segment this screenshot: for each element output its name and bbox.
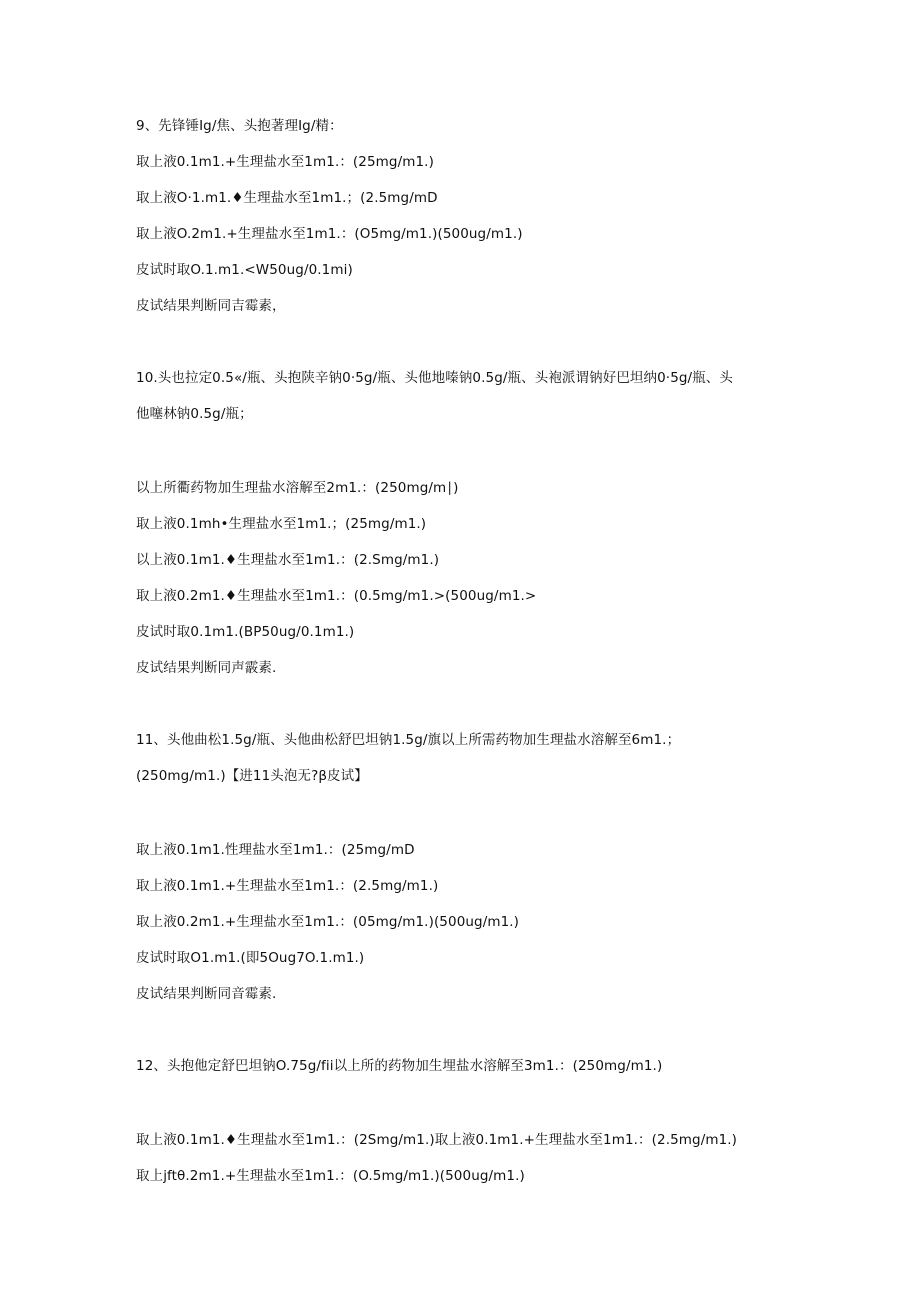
text-line: 取上液0.1m1.+生理盐水至1m1.：(2.5mg/m1.)	[136, 878, 439, 894]
text-line: (250mg/m1.)【进11头泡无?β皮试】	[136, 768, 368, 784]
text-line: 皮试结果判断同声霰素.	[136, 660, 277, 676]
text-line: 取上液0.1m1.♦生理盐水至1m1.：(2Smg/m1.)取上液0.1m1.+生理盐水至1m1.：(2.5mg/m1.)	[136, 1132, 738, 1148]
text-line: 取上jftθ.2m1.+生理盐水至1m1.：(O.5mg/m1.)(500ug/m1.)	[136, 1168, 525, 1184]
text-line: 12、头抱他定舒巴坦钠O.75g/fii以上所的药物加生埋盐水溶解至3m1.：(250mg/m1.)	[136, 1058, 663, 1074]
text-line: 皮试时取0.1m1.(BP50ug/0.1m1.)	[136, 624, 355, 640]
text-line: 皮试时取O.1.m1.<W50ug/0.1mi)	[136, 262, 353, 278]
text-line: 9、先锋锤Ig/焦、头抱著理Ig/精：	[136, 118, 343, 134]
text-line: 以上所衢药物加生理盐水溶解至2m1.：(250mg/m∣)	[136, 480, 459, 496]
text-line: 皮试时取O1.m1.(即5Oug7O.1.m1.)	[136, 950, 365, 966]
text-line: 10.头也拉定0.5«/瓶、头抱陕辛钠0·5g/瓶、头他地嗪钠0.5g/瓶、头袍派谓钠好巴坦纳0·5g/瓶、头	[136, 370, 734, 386]
text-line: 皮试结果判断同音霉素.	[136, 986, 277, 1002]
text-line: 取上液0.2m1.+生理盐水至1m1.：(05mg/m1.)(500ug/m1.)	[136, 914, 520, 930]
text-line: 取上液0.1m1.+生理盐水至1m1.：(25mg/m1.)	[136, 154, 434, 170]
text-line: 取上液O·1.m1.♦生理盐水至1m1.；(2.5mg/mD	[136, 190, 438, 206]
text-line: 取上液0.2m1.♦生理盐水至1m1.：(0.5mg/m1.>(500ug/m1.>	[136, 588, 537, 604]
text-line: 取上液0.1mh•生理盐水至1m1.；(25mg/m1.)	[136, 516, 427, 532]
text-line: 皮试结果判断同吉霉素，	[136, 298, 286, 314]
text-line: 11、头他曲松1.5g/瓶、头他曲松舒巴坦钠1.5g/旗以上所需药物加生理盐水溶解至6m1.；	[136, 732, 681, 748]
text-line: 以上液0.1m1.♦生理盐水至1m1.：(2.Smg/m1.)	[136, 552, 440, 568]
text-line: 取上液0.1m1.性理盐水至1m1.：(25mg/mD	[136, 842, 415, 858]
text-line: 取上液O.2m1.+生理盐水至1m1.：(O5mg/m1.)(500ug/m1.)	[136, 226, 523, 242]
text-line: 他噻林钠0.5g/瓶；	[136, 406, 253, 422]
